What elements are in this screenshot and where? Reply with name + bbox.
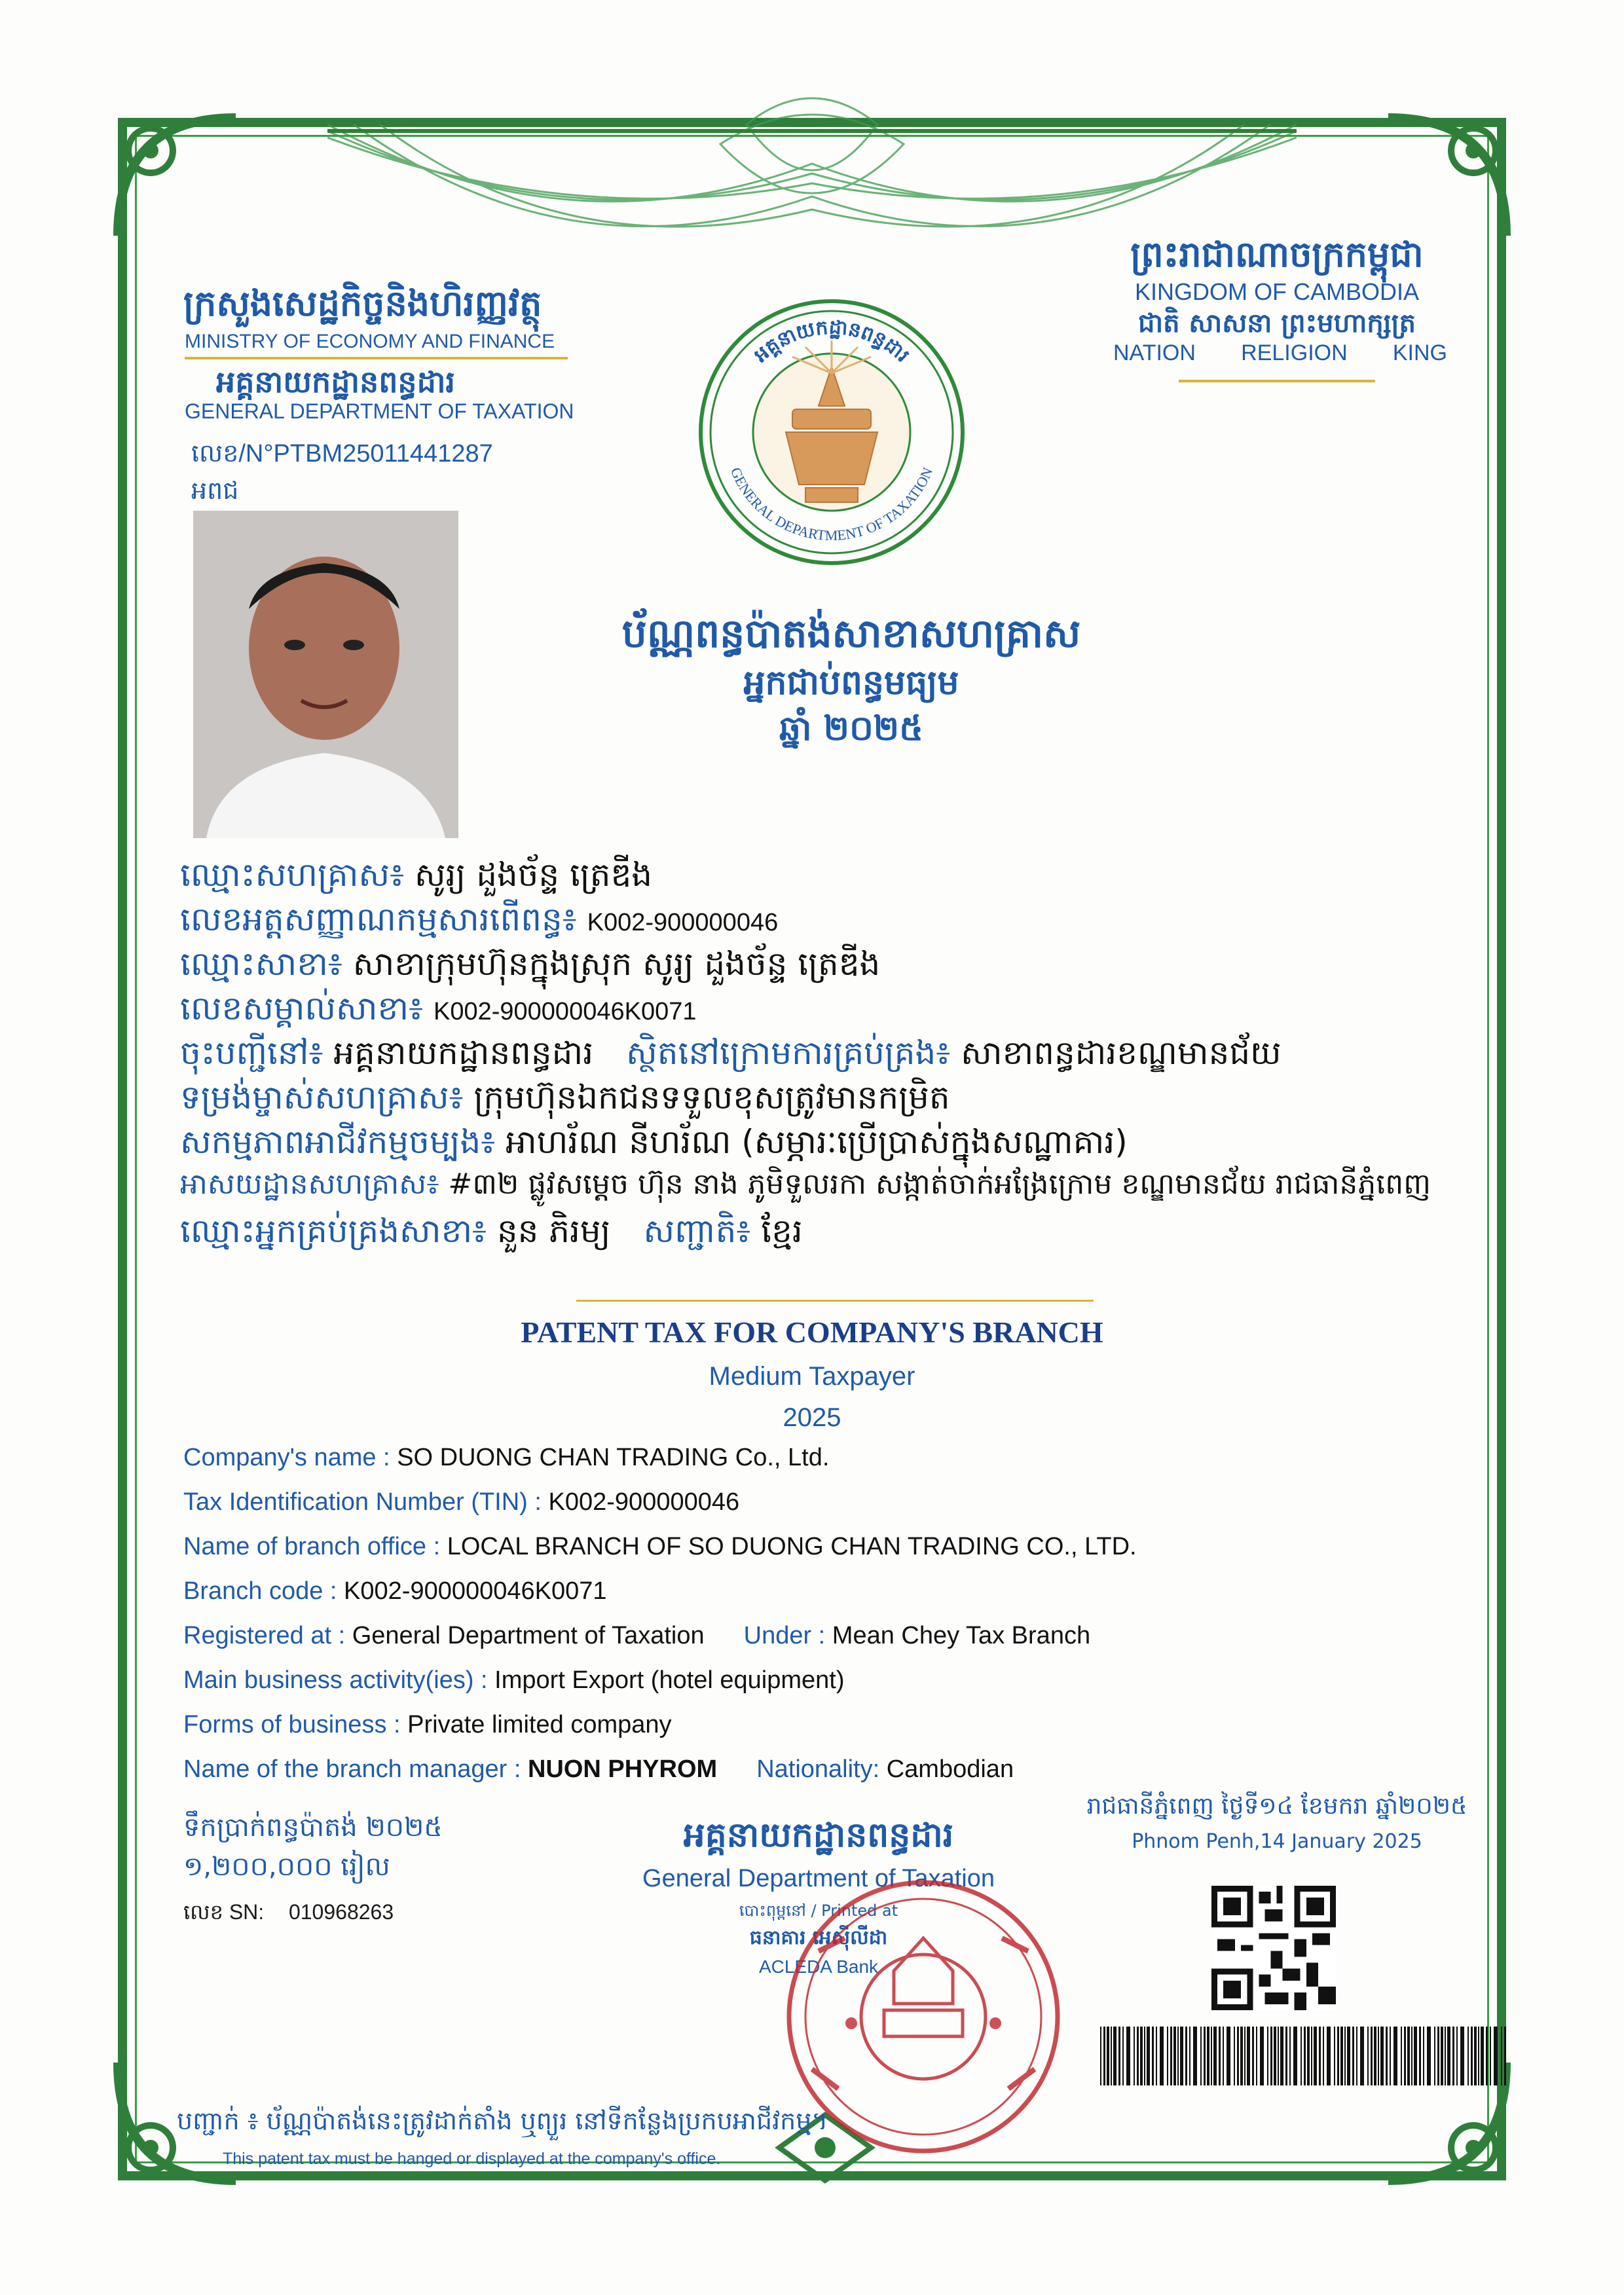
ministry-english: MINISTRY OF ECONOMY AND FINANCE <box>185 331 555 352</box>
barcode-bar <box>1334 2027 1335 2085</box>
barcode-bar <box>1118 2027 1120 2085</box>
footer-department-khmer: អគ្គនាយកដ្ឋានពន្ធដារ <box>683 1815 954 1855</box>
qr-code-icon <box>1211 1886 1336 2010</box>
issue-date-khmer: រាជធានីភ្នំពេញ ថ្ងៃទី១៤ ខែមករា ឆ្នាំ២០២៥ <box>1086 1793 1467 1820</box>
barcode-bar <box>1311 2027 1312 2085</box>
section-divider <box>576 1300 1094 1302</box>
barcode-bar <box>1460 2027 1464 2085</box>
barcode-bar <box>1160 2027 1164 2085</box>
en-field-form: Forms of business : Private limited company <box>183 1711 672 1738</box>
barcode-bar <box>1474 2027 1477 2085</box>
barcode-bar <box>1185 2027 1187 2085</box>
barcode-bar <box>1285 2027 1287 2085</box>
document-number: លេខ/N°PTBM25011441287 <box>191 440 493 468</box>
department-khmer: អគ្គនាយកដ្ឋានពន្ធដារ <box>216 364 455 399</box>
barcode-bar <box>1419 2027 1421 2085</box>
khmer-fields <box>180 854 1490 1255</box>
barcode-bar <box>1307 2027 1310 2085</box>
barcode-bar <box>1344 2027 1346 2085</box>
amount-label-khmer: ទឹកប្រាក់ពន្ធប៉ាតង់ ២០២៥ <box>183 1812 443 1843</box>
barcode-bar <box>1189 2027 1190 2085</box>
portrait-icon <box>193 511 458 838</box>
corner-ornament-icon <box>1382 111 1513 242</box>
barcode-bar <box>1144 2027 1145 2085</box>
barcode-bar <box>1122 2027 1124 2085</box>
barcode-bar <box>1213 2027 1217 2085</box>
barcode-bar <box>1445 2027 1446 2085</box>
barcode-bar <box>1471 2027 1473 2085</box>
title-english-line1: PATENT TAX FOR COMPANY'S BRANCH <box>521 1315 1103 1349</box>
kh-field-address: អាសយដ្ឋានសហគ្រាស៖ #៣២ ផ្លូវសម្ដេច ហ៊ុន នាង ភូមិទួលរកា សង្កាត់ចាក់អង្រែក្រោម ខណ្ឌមានជ័យ រាជធានីភ្នំពេញ <box>180 1167 1431 1201</box>
barcode-bar <box>1393 2027 1397 2085</box>
barcode-bar <box>1380 2027 1384 2085</box>
kh-field-activity: សកម្មភាពអាជីវកម្មចម្បង៖ អាហរ័ណ នីហរ័ណ (សម្ភារៈប្រើប្រាស់ក្នុងសណ្ឋាគារ) <box>180 1123 1128 1161</box>
barcode-bar <box>1478 2027 1479 2085</box>
motto-divider <box>1179 380 1375 382</box>
kh-field-branch-name: ឈ្មោះសាខា៖ សាខាក្រុមហ៊ុនក្នុងស្រុក សូរ្យ ដួងច័ន្ទ ត្រេឌីង <box>180 945 881 983</box>
printed-at-english: / Printed at <box>811 1901 898 1920</box>
barcode-bar <box>1289 2027 1291 2085</box>
barcode-bar <box>1293 2027 1297 2085</box>
serial-value: 010968263 <box>288 1900 394 1924</box>
barcode-bar <box>1486 2027 1488 2085</box>
motto-khmer: ជាតិ សាសនា ព្រះមហាក្សត្រ <box>1138 308 1416 339</box>
barcode-bar <box>1100 2027 1101 2085</box>
barcode-bar <box>1126 2027 1130 2085</box>
barcode-bar <box>1494 2027 1498 2085</box>
barcode-bar <box>1256 2027 1257 2085</box>
barcode-bar <box>1304 2027 1306 2085</box>
title-english-line2: Medium Taxpayer <box>709 1362 915 1391</box>
printed-at-khmer: បោះពុម្ពនៅ <box>739 1901 806 1920</box>
barcode-bar <box>1267 2027 1268 2085</box>
barcode-bar <box>1374 2027 1376 2085</box>
document-code: អពជ <box>191 476 239 505</box>
barcode-bar <box>1352 2027 1354 2085</box>
barcode-bar <box>1452 2027 1454 2085</box>
barcode-bar <box>1356 2027 1357 2085</box>
en-field-company-name: Company's name : SO DUONG CHAN TRADING Co., Ltd. <box>183 1444 830 1471</box>
barcode-bar <box>1223 2027 1224 2085</box>
en-field-tin: Tax Identification Number (TIN) : K002-900000046 <box>183 1488 740 1516</box>
barcode-bar <box>1401 2027 1402 2085</box>
barcode-bar <box>1367 2027 1369 2085</box>
barcode-bar <box>1237 2027 1239 2085</box>
barcode-bar <box>1247 2027 1250 2085</box>
barcode-bar <box>1234 2027 1235 2085</box>
barcode-bar <box>1441 2027 1443 2085</box>
barcode-bar <box>1211 2027 1212 2085</box>
barcode-bar <box>1414 2027 1417 2085</box>
barcode-bar <box>1170 2027 1172 2085</box>
barcode-bar <box>1437 2027 1439 2085</box>
title-khmer-line1: ប័ណ្ណពន្ធប៉ាតង់សាខាសហគ្រាស <box>621 611 1081 657</box>
barcode-bar <box>1180 2027 1183 2085</box>
motto-religion: RELIGION <box>1241 340 1348 365</box>
header-divider <box>185 357 568 359</box>
en-field-branch-name: Name of branch office : LOCAL BRANCH OF SO DUONG CHAN TRADING CO., LTD. <box>183 1533 1137 1560</box>
barcode-bar <box>1323 2027 1324 2085</box>
tax-department-seal <box>694 295 969 570</box>
footer-department-english: General Department of Taxation <box>642 1865 995 1892</box>
barcode-bar <box>1227 2027 1230 2085</box>
motto-king: KING <box>1392 340 1447 365</box>
english-fields <box>183 1444 1467 1800</box>
title-english-line3: 2025 <box>783 1403 841 1432</box>
barcode-bar <box>1411 2027 1412 2085</box>
en-field-activity: Main business activity(ies) : Import Export (hotel equipment) <box>183 1666 845 1694</box>
kh-field-branch-code: លេខសម្គាល់សាខា៖ K002-900000046K0071 <box>180 989 697 1027</box>
seal-emblem-icon <box>694 295 969 570</box>
barcode-bar <box>1207 2027 1209 2085</box>
barcode-bar <box>1490 2027 1491 2085</box>
serial-label: លេខ SN: <box>183 1900 265 1924</box>
kh-field-company-name: ឈ្មោះសហគ្រាស៖ សូរ្យ ដួងច័ន្ទ ត្រេឌីង <box>180 856 653 894</box>
department-english: GENERAL DEPARTMENT OF TAXATION <box>185 399 574 423</box>
kh-field-form: ទម្រង់ម្ចាស់សហគ្រាស៖ ក្រុមហ៊ុនឯកជនទទួលខុសត្រូវមានកម្រិត <box>180 1078 950 1116</box>
barcode-bar <box>1407 2027 1410 2085</box>
barcode-bar <box>1244 2027 1246 2085</box>
barcode-bar <box>1137 2027 1139 2085</box>
bank-english: ACLEDA Bank <box>758 1956 879 1977</box>
motto-english <box>1113 340 1447 366</box>
seal-ring-bottom: GENERAL DEPARTMENT OF TAXATION <box>727 465 936 544</box>
barcode-icon <box>1100 2027 1506 2085</box>
barcode-bar <box>1340 2027 1343 2085</box>
barcode-bar <box>1467 2027 1469 2085</box>
barcode-bar <box>1152 2027 1154 2085</box>
barcode-bar <box>1103 2027 1105 2085</box>
barcode-bar <box>1434 2027 1435 2085</box>
barcode-bar <box>1390 2027 1391 2085</box>
barcode-bar <box>1504 2027 1506 2085</box>
barcode-bar <box>1134 2027 1135 2085</box>
barcode-bar <box>1347 2027 1350 2085</box>
amount-value: ១,២០០,០០០ រៀល <box>183 1852 390 1882</box>
barcode-bar <box>1274 2027 1276 2085</box>
barcode-bar <box>1337 2027 1339 2085</box>
note-english: This patent tax must be hanged or displayed at the company's office. <box>223 2150 721 2168</box>
ministry-khmer: ក្រសួងសេដ្ឋកិច្ចនិងហិរញ្ញវត្ថុ <box>183 282 542 324</box>
barcode-bar <box>1481 2027 1484 2085</box>
seal-ring-top: អគ្គនាយកដ្ឋានពន្ធដារ <box>749 316 914 367</box>
kingdom-english: KINGDOM OF CAMBODIA <box>1134 278 1420 305</box>
title-khmer-line3: ឆ្នាំ ២០២៥ <box>779 708 923 748</box>
barcode-bar <box>1252 2027 1254 2085</box>
barcode-bar <box>1456 2027 1458 2085</box>
en-field-registered: Registered at : General Department of Taxation Under : Mean Chey Tax Branch <box>183 1622 1091 1649</box>
bank-khmer: ធនាគារ អេស៊ីលីដា <box>749 1926 888 1949</box>
barcode-bar <box>1173 2027 1176 2085</box>
barcode-bar <box>1386 2027 1388 2085</box>
barcode-bar <box>1314 2027 1317 2085</box>
barcode-bar <box>1447 2027 1450 2085</box>
barcode-bar <box>1280 2027 1283 2085</box>
barcode-bar <box>1240 2027 1243 2085</box>
barcode-bar <box>1301 2027 1302 2085</box>
corner-ornament-icon <box>111 111 242 242</box>
barcode-bar <box>1147 2027 1150 2085</box>
barcode-bar <box>1319 2027 1321 2085</box>
barcode-bar <box>1167 2027 1168 2085</box>
barcode-bar <box>1501 2027 1502 2085</box>
barcode-bar <box>1140 2027 1143 2085</box>
en-field-manager: Name of the branch manager : NUON PHYROM Nationality: Cambodian <box>183 1755 1014 1783</box>
issue-date-english: Phnom Penh,14 January 2025 <box>1132 1830 1422 1853</box>
kh-field-tin: លេខអត្តសញ្ញាណកម្មសារពើពន្ធ៖ K002-900000046 <box>180 900 779 938</box>
barcode-bar <box>1327 2027 1331 2085</box>
en-field-branch-code: Branch code : K002-900000046K0071 <box>183 1577 607 1605</box>
barcode-bar <box>1371 2027 1373 2085</box>
barcode-bar <box>1111 2027 1112 2085</box>
barcode-bar <box>1378 2027 1379 2085</box>
kh-field-manager: ឈ្មោះអ្នកគ្រប់គ្រងសាខា៖ នួន ភិរម្យ សញ្ជាតិ៖ ខ្មែរ <box>180 1212 803 1250</box>
barcode-bar <box>1260 2027 1264 2085</box>
barcode-bar <box>1200 2027 1202 2085</box>
barcode-bar <box>1156 2027 1157 2085</box>
kh-field-registered: ចុះបញ្ជីនៅ៖ អគ្គនាយកដ្ឋានពន្ធដារ ស្ថិតនៅក្រោមការគ្រប់គ្រង៖ សាខាពន្ធដារខណ្ឌមានជ័យ <box>180 1034 1282 1072</box>
barcode-bar <box>1270 2027 1272 2085</box>
barcode-bar <box>1427 2027 1431 2085</box>
branch-manager-photo <box>193 511 458 838</box>
barcode-bar <box>1423 2027 1424 2085</box>
serial-number <box>183 1899 394 1930</box>
barcode-bar <box>1113 2027 1116 2085</box>
note-khmer: បញ្ជាក់ ៖ ប័ណ្ណប៉ាតង់នេះត្រូវដាក់តាំង ឬព្យួរ នៅទីកន្លែងប្រកបអាជីវកម្ម។ <box>177 2106 828 2135</box>
kingdom-khmer: ព្រះរាជាណាចក្រកម្ពុជា <box>1130 233 1424 275</box>
barcode-bar <box>1278 2027 1279 2085</box>
barcode-bar <box>1107 2027 1109 2085</box>
barcode-bar <box>1404 2027 1406 2085</box>
barcode-bar <box>1219 2027 1221 2085</box>
barcode-bar <box>1360 2027 1364 2085</box>
barcode-bar <box>1193 2027 1197 2085</box>
barcode-bar <box>1177 2027 1179 2085</box>
barcode-bar <box>1204 2027 1206 2085</box>
motto-nation: NATION <box>1113 340 1196 365</box>
title-khmer-line2: អ្នកជាប់ពន្ធមធ្យម <box>743 663 959 703</box>
